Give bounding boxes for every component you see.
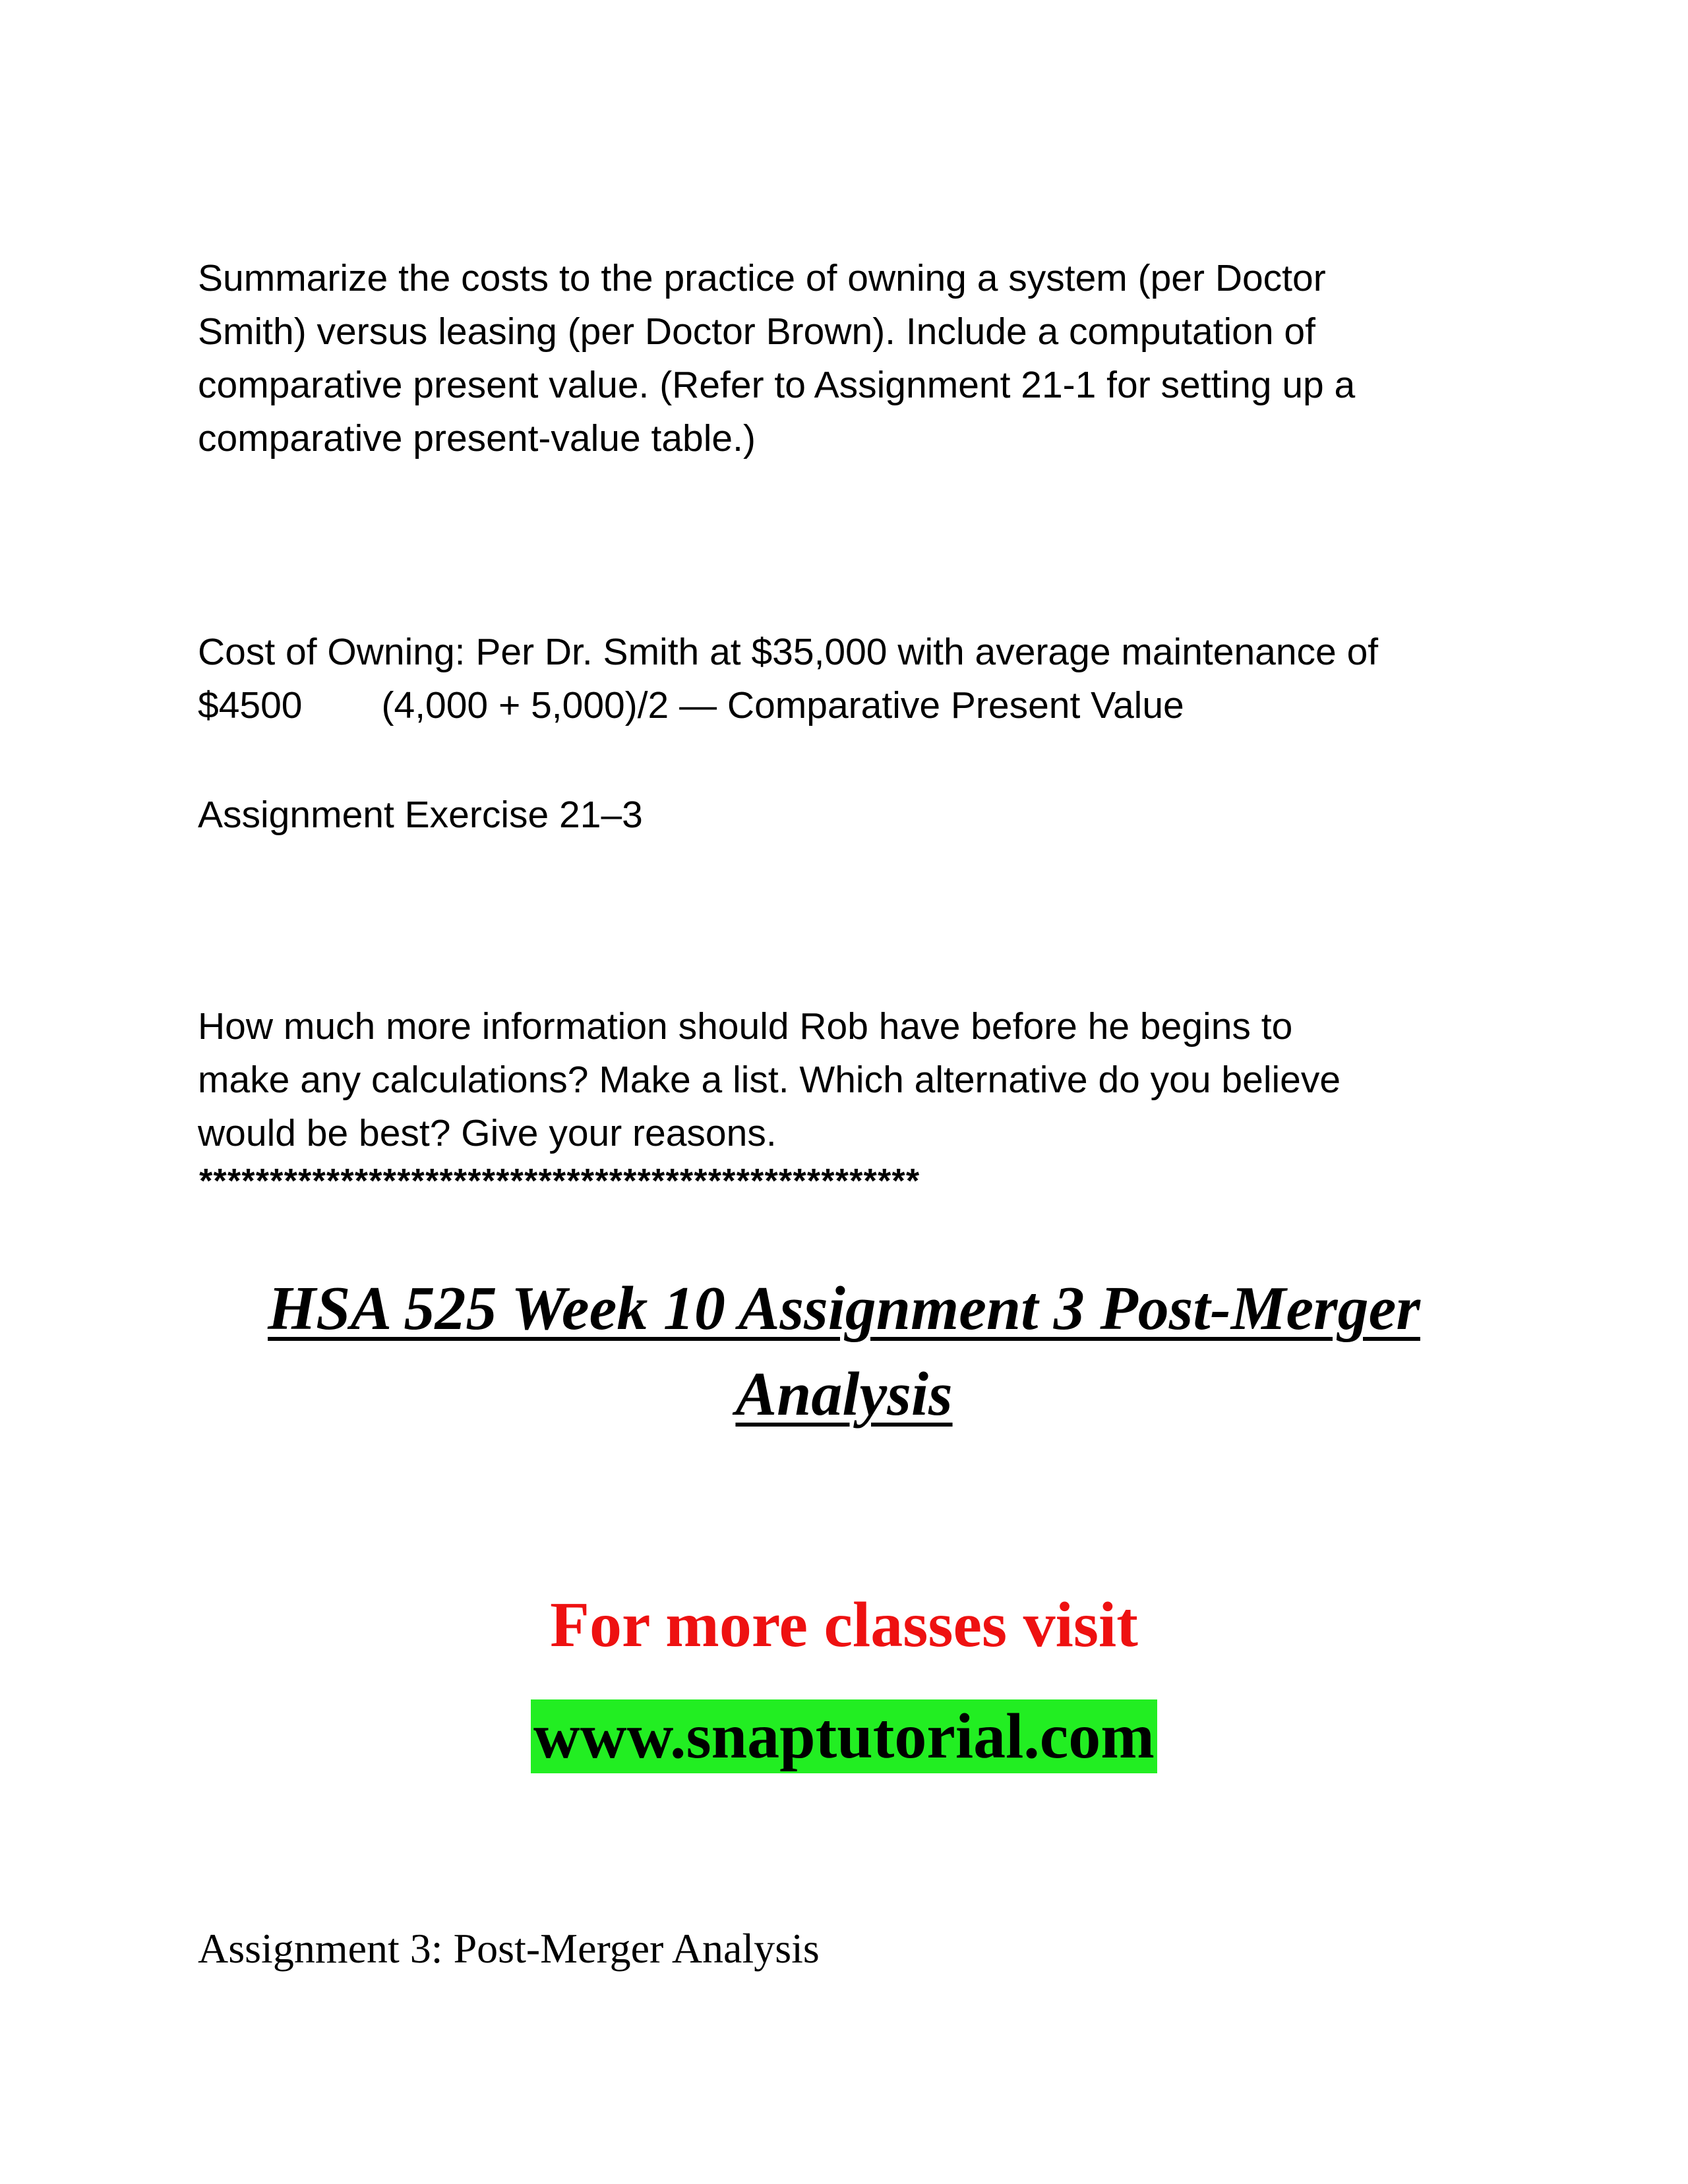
heading-line-2: Analysis <box>735 1360 953 1429</box>
heading-line-1: HSA 525 Week 10 Assignment 3 Post-Merger <box>268 1274 1420 1343</box>
maintenance-amount: $4500 <box>198 684 303 726</box>
assignment-heading <box>185 1266 1503 1437</box>
cost-of-owning-paragraph <box>198 626 1490 732</box>
question-line: How much more information should Rob have before he begins to <box>198 1005 1293 1048</box>
summarize-line: comparative present-value table.) <box>198 417 756 459</box>
summarize-line: Summarize the costs to the practice of owning a system (per Doctor <box>198 257 1326 299</box>
summarize-paragraph <box>198 252 1490 465</box>
exercise-text: Assignment Exercise 21–3 <box>198 794 643 836</box>
cost-owning-line-2 <box>198 679 1490 732</box>
assignment-subheading: Assignment 3: Post-Merger Analysis <box>198 1925 820 1972</box>
maintenance-formula: (4,000 + 5,000)/2 — Comparative Present Value <box>381 684 1184 726</box>
summarize-line: comparative present value. (Refer to Assignment 21-1 for setting up a <box>198 364 1356 406</box>
asterisk-separator: *************************************************** <box>198 1162 919 1200</box>
question-paragraph <box>198 1000 1490 1160</box>
exercise-label <box>198 788 1490 842</box>
summarize-line: Smith) versus leasing (per Doctor Brown). Include a computation of <box>198 310 1315 353</box>
question-line: would be best? Give your reasons. <box>198 1112 777 1154</box>
cost-owning-line: Cost of Owning: Per Dr. Smith at $35,000 with average maintenance of <box>198 631 1379 673</box>
question-line: make any calculations? Make a list. Which alternative do you believe <box>198 1059 1341 1101</box>
promo-text: For more classes visit <box>550 1589 1138 1661</box>
promo-url-link[interactable]: www.snaptutorial.com <box>531 1699 1157 1773</box>
promo-url-container <box>0 1699 1688 1773</box>
